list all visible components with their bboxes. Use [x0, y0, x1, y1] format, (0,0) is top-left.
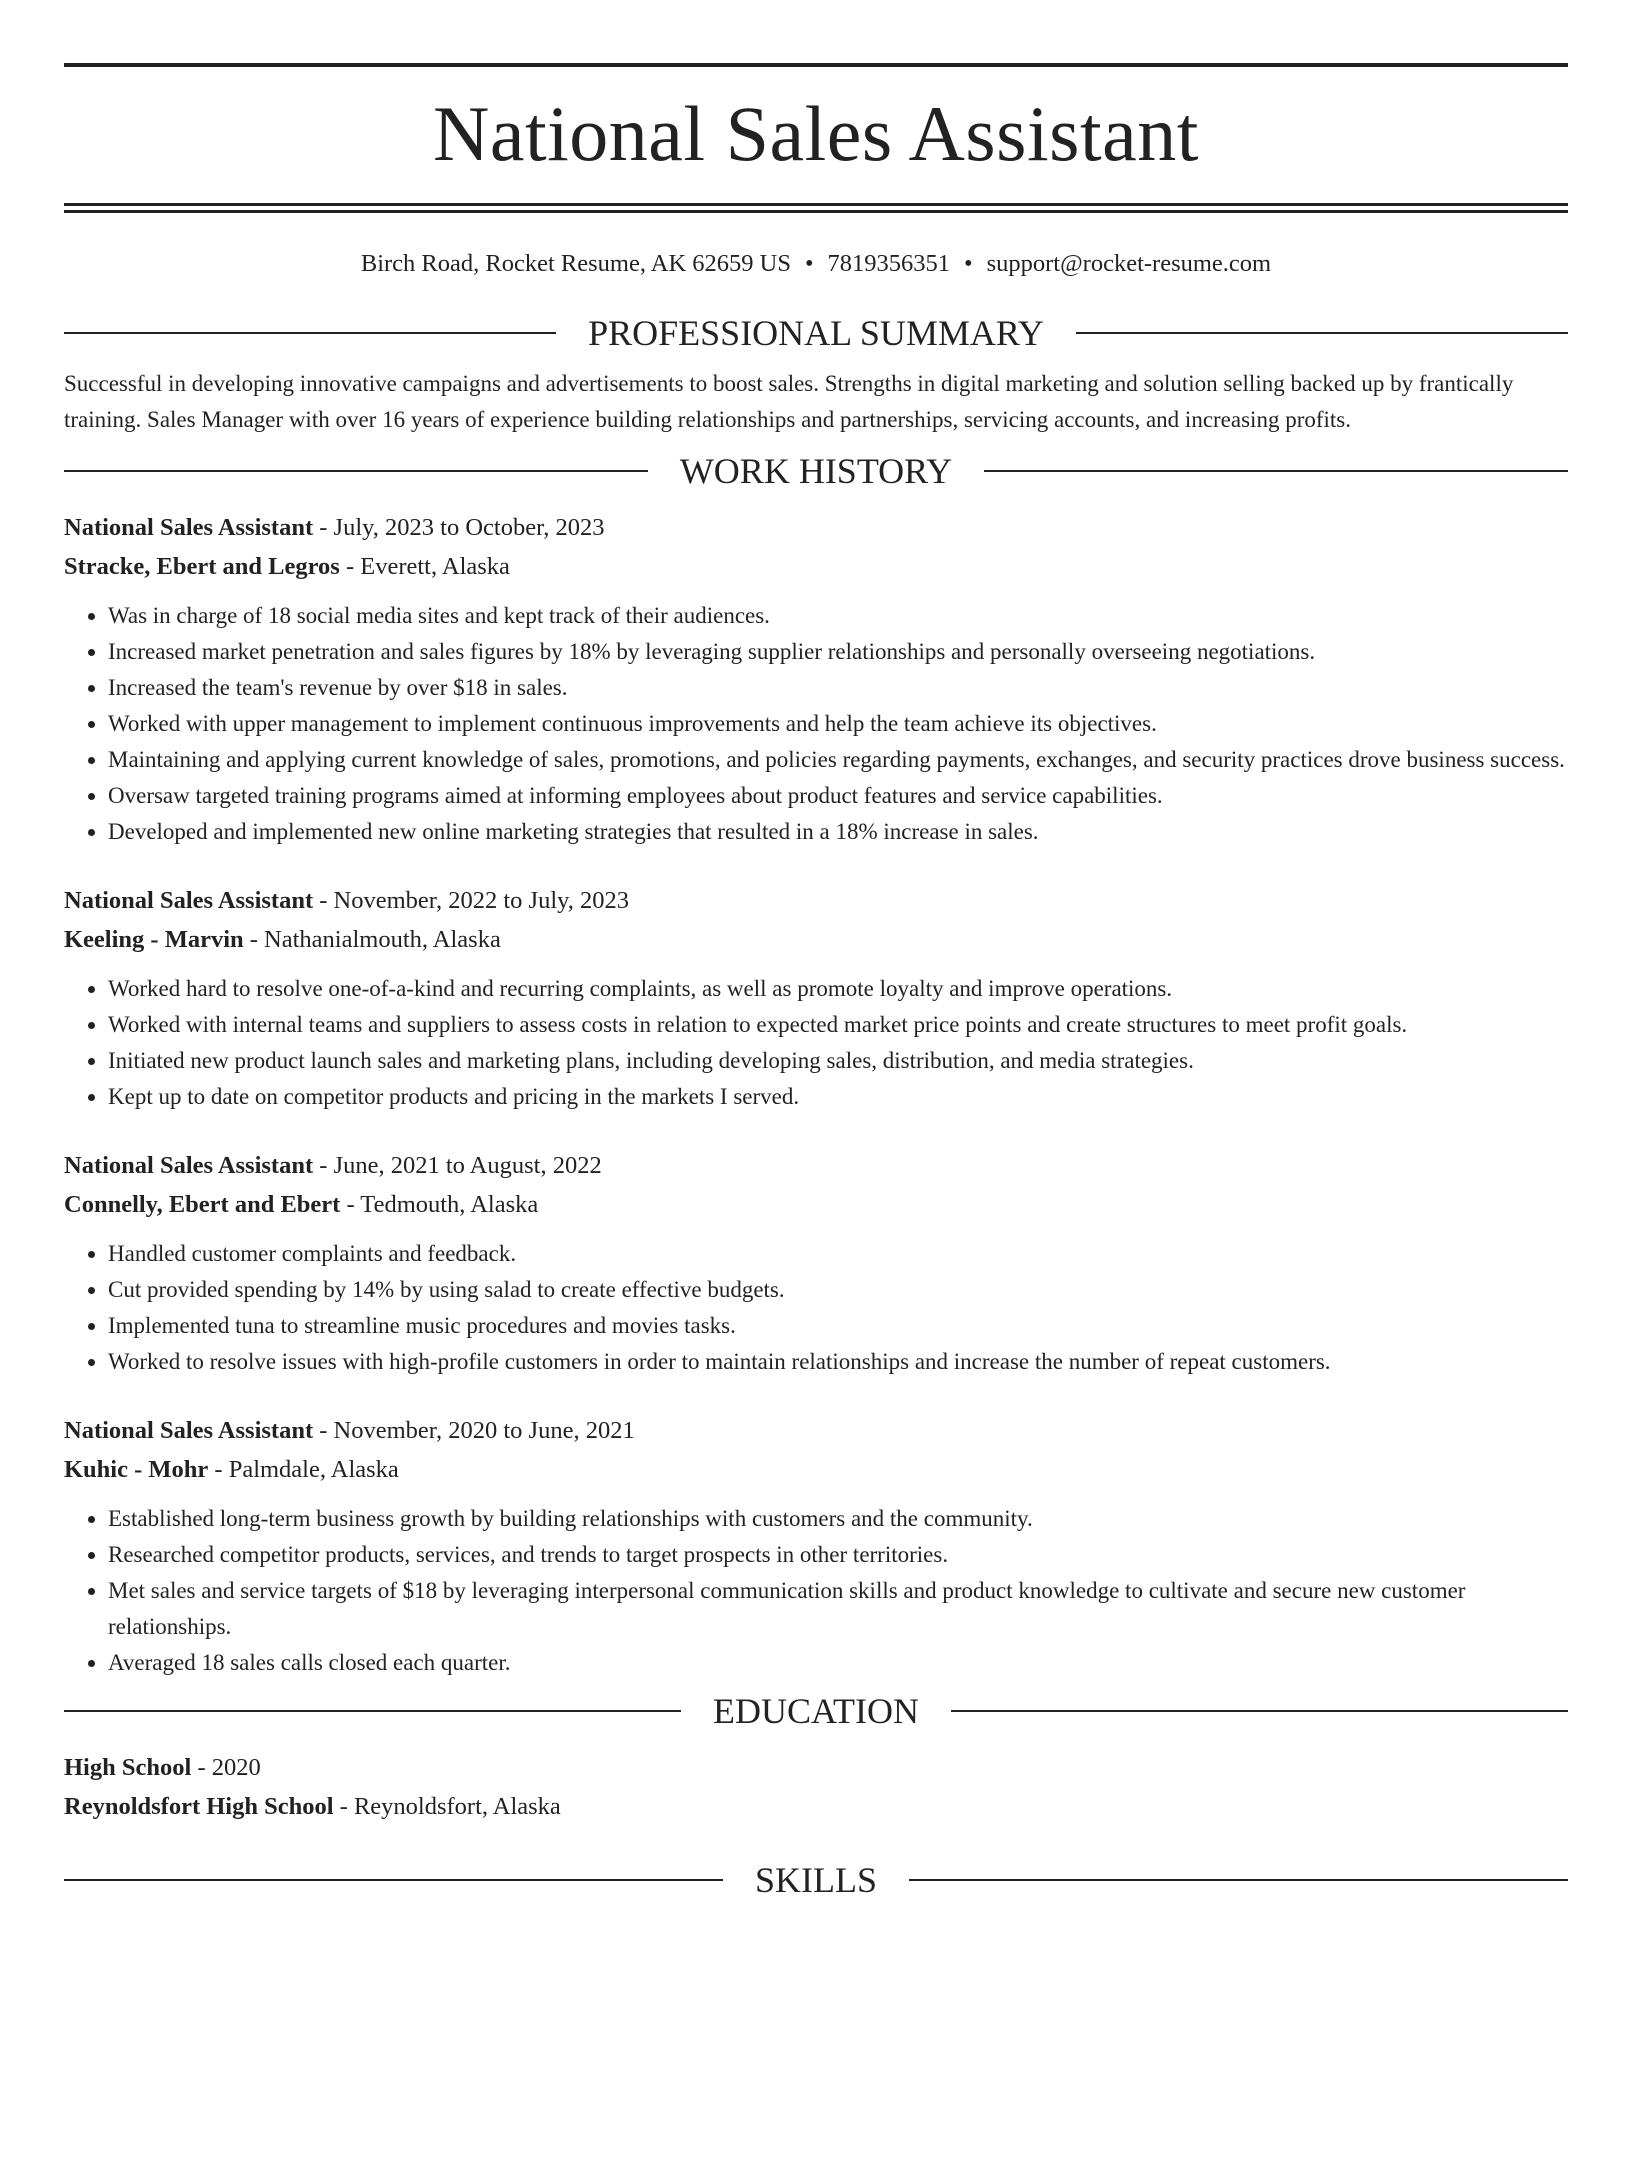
job-title: National Sales Assistant [64, 887, 314, 914]
job-title: National Sales Assistant [64, 514, 314, 541]
job-bullets [64, 1501, 1568, 1681]
education-school: Reynoldsfort High School [64, 1793, 334, 1820]
contact-email[interactable]: support@rocket-resume.com [986, 250, 1272, 277]
resume-name: National Sales Assistant [433, 90, 1199, 177]
heading-rule [1076, 332, 1568, 334]
education-entry [64, 1748, 1568, 1826]
education-heading: EDUCATION [713, 1691, 919, 1731]
bullet-item: • Researched competitor products, services, and trends to target prospects in other territories. [108, 1537, 1568, 1573]
heading-rule [64, 1879, 723, 1881]
bullet-item: • Oversaw targeted training programs aimed at informing employees about product features and service capabilities. [108, 778, 1568, 814]
bullet-item: • Initiated new product launch sales and marketing plans, including developing sales, distribution, and media strategies. [108, 1043, 1568, 1079]
job-company: Kuhic - Mohr [64, 1456, 209, 1483]
job-title-line [64, 508, 1568, 547]
resume-page [0, 63, 1632, 2175]
job-dates: - November, 2022 to July, 2023 [313, 887, 630, 914]
education-degree: High School [64, 1754, 192, 1781]
job-dates: - November, 2020 to June, 2021 [313, 1417, 635, 1444]
bullet-item: • Worked hard to resolve one-of-a-kind and recurring complaints, as well as promote loyalty and improve operations. [108, 971, 1568, 1007]
heading-rule [909, 1879, 1568, 1881]
job-bullets [64, 598, 1568, 850]
job-company-line [64, 920, 1568, 959]
job-entry [64, 508, 1568, 850]
job-title-line [64, 881, 1568, 920]
education-school-line [64, 1787, 1568, 1826]
job-company-line [64, 547, 1568, 586]
job-bullets [64, 971, 1568, 1115]
bullet-item: • Worked to resolve issues with high-profile customers in order to maintain relationships and increase the number of repeat customers. [108, 1344, 1568, 1380]
education-section-heading [64, 1691, 1568, 1731]
bullet-item: • Handled customer complaints and feedback. [108, 1236, 1568, 1272]
bullet-item: • Increased market penetration and sales figures by 18% by leveraging supplier relationships and personally overseeing negotiations. [108, 634, 1568, 670]
education-location: - Reynoldsfort, Alaska [333, 1793, 561, 1820]
job-dates: - July, 2023 to October, 2023 [313, 514, 605, 541]
heading-rule [64, 332, 556, 334]
heading-rule [951, 1710, 1568, 1712]
heading-rule [64, 1710, 681, 1712]
bullet-item: • Met sales and service targets of $18 by leveraging interpersonal communication skills and product knowledge to cultivate and secure new customer relationships. [108, 1573, 1568, 1645]
job-company-line [64, 1185, 1568, 1224]
skills-section-heading [64, 1860, 1568, 1900]
job-location: - Everett, Alaska [339, 553, 510, 580]
heading-rule [64, 470, 648, 472]
contact-phone[interactable]: 7819356351 [827, 250, 951, 277]
job-title-line [64, 1411, 1568, 1450]
bullet-item: • Implemented tuna to streamline music procedures and movies tasks. [108, 1308, 1568, 1344]
bullet-item: • Worked with internal teams and suppliers to assess costs in relation to expected market price points and create structures to meet profit goals. [108, 1007, 1568, 1043]
job-bullets [64, 1236, 1568, 1380]
job-dates: - June, 2021 to August, 2022 [313, 1152, 602, 1179]
education-degree-line [64, 1748, 1568, 1787]
bullet-item: • Kept up to date on competitor products and pricing in the markets I served. [108, 1079, 1568, 1115]
summary-section-heading [64, 313, 1568, 353]
education-year: - 2020 [191, 1754, 261, 1781]
summary-text: Successful in developing innovative campaigns and advertisements to boost sales. Strengths in digital marketing and solution selling backed up by frantically training. Sales Manager with over 16 years of experience building relationships and partnerships, servicing accounts, and increasing profits. [64, 371, 1514, 432]
job-entry [64, 1146, 1568, 1380]
job-location: - Palmdale, Alaska [208, 1456, 399, 1483]
bullet-item: • Cut provided spending by 14% by using salad to create effective budgets. [108, 1272, 1568, 1308]
contact-line [64, 249, 1568, 279]
bullet-item: • Worked with upper management to implement continuous improvements and help the team achieve its objectives. [108, 706, 1568, 742]
double-rule [64, 203, 1568, 213]
bullet-item: • Increased the team's revenue by over $18 in sales. [108, 670, 1568, 706]
job-location: - Tedmouth, Alaska [340, 1191, 539, 1218]
bullet-item: • Established long-term business growth by building relationships with customers and the community. [108, 1501, 1568, 1537]
heading-rule [984, 470, 1568, 472]
job-entry [64, 881, 1568, 1115]
bullet-item: • Maintaining and applying current knowledge of sales, promotions, and policies regarding payments, exchanges, and security practices drove business success. [108, 742, 1568, 778]
job-title: National Sales Assistant [64, 1417, 314, 1444]
contact-address: Birch Road, Rocket Resume, AK 62659 US [360, 250, 791, 277]
job-title: National Sales Assistant [64, 1152, 314, 1179]
top-rule [64, 63, 1568, 67]
job-location: - Nathanialmouth, Alaska [243, 926, 501, 953]
job-title-line [64, 1146, 1568, 1185]
bullet-item: • Developed and implemented new online marketing strategies that resulted in a 18% increase in sales. [108, 814, 1568, 850]
work-section-heading [64, 451, 1568, 491]
job-company: Stracke, Ebert and Legros [64, 553, 340, 580]
bullet-item: • Averaged 18 sales calls closed each quarter. [108, 1645, 1568, 1681]
job-entry [64, 1411, 1568, 1681]
job-company: Keeling - Marvin [64, 926, 244, 953]
bullet-item: • Was in charge of 18 social media sites and kept track of their audiences. [108, 598, 1568, 634]
contact-separator: • [804, 250, 814, 277]
work-heading: WORK HISTORY [679, 451, 953, 491]
contact-separator: • [964, 250, 973, 277]
job-company-line [64, 1450, 1568, 1489]
summary-heading: PROFESSIONAL SUMMARY [588, 313, 1044, 353]
skills-heading: SKILLS [755, 1860, 878, 1900]
job-company: Connelly, Ebert and Ebert [64, 1191, 341, 1218]
